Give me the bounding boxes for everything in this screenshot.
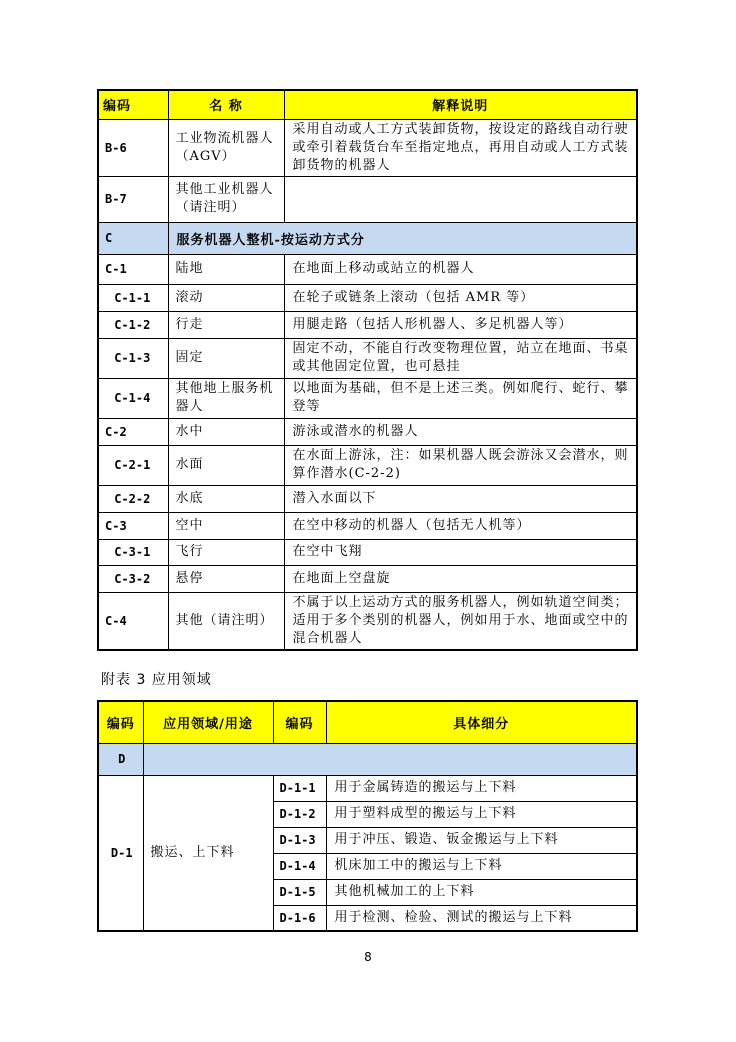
table-row: [98, 254, 637, 284]
name-cell: 工业物流机器人（AGV）: [168, 119, 284, 176]
desc-cell: 采用自动或人工方式装卸货物，按设定的路线自动行驶或牵引着载货台车至指定地点，再用自动或人工方式装卸货物的机器人: [284, 119, 637, 176]
code-cell: D-1-4: [273, 853, 326, 879]
code-cell: C-3-1: [98, 539, 168, 565]
name-cell: 其他地上服务机器人: [168, 378, 284, 418]
code-cell: C-3-2: [98, 565, 168, 592]
t1-header-desc: 解释说明: [284, 90, 637, 119]
code-cell: C-3: [98, 512, 168, 539]
name-cell: 水底: [168, 485, 284, 512]
desc-cell: 在空中移动的机器人（包括无人机等）: [284, 512, 637, 539]
code-cell: D: [98, 743, 143, 775]
name-cell: 飞行: [168, 539, 284, 565]
page-number: 8: [364, 950, 372, 964]
desc-cell: 在轮子或链条上滚动（包括 AMR 等）: [284, 284, 637, 311]
desc-cell: 游泳或潜水的机器人: [284, 418, 637, 445]
desc-cell: 固定不动，不能自行改变物理位置，站立在地面、书桌或其他固定位置，也可悬挂: [284, 338, 637, 378]
table-row: [98, 378, 637, 418]
name-cell: 悬停: [168, 565, 284, 592]
name-cell: 其他（请注明）: [168, 592, 284, 650]
table-row: [98, 775, 637, 801]
t2-header-code1: 编码: [98, 701, 143, 743]
t1-header-name: 名 称: [168, 90, 284, 119]
table-row: [98, 512, 637, 539]
desc-cell: 在地面上移动或站立的机器人: [284, 254, 637, 284]
name-cell: 行走: [168, 311, 284, 338]
table-header-row: [98, 90, 637, 119]
desc-cell: 用于冲压、锻造、钣金搬运与上下料: [326, 827, 637, 853]
section-title-cell: [143, 743, 637, 775]
group-name-cell: 搬运、上下料: [143, 775, 273, 931]
code-cell: D-1-3: [273, 827, 326, 853]
t2-header-code2: 编码: [273, 701, 326, 743]
name-cell: 水中: [168, 418, 284, 445]
table-row: [98, 338, 637, 378]
code-cell: C-2-1: [98, 445, 168, 485]
name-cell: 陆地: [168, 254, 284, 284]
code-cell: C-4: [98, 592, 168, 650]
table-row: [98, 311, 637, 338]
desc-cell: 用于金属铸造的搬运与上下料: [326, 775, 637, 801]
desc-cell: 在空中飞翔: [284, 539, 637, 565]
desc-cell: 以地面为基础，但不是上述三类。例如爬行、蛇行、攀登等: [284, 378, 637, 418]
desc-cell: 不属于以上运动方式的服务机器人，例如轨道空间类；适用于多个类别的机器人，例如用于水、地面或空中的混合机器人: [284, 592, 637, 650]
name-cell: 空中: [168, 512, 284, 539]
section-row: [98, 743, 637, 775]
code-cell: C-1: [98, 254, 168, 284]
section-title-cell: 服务机器人整机-按运动方式分: [168, 222, 637, 254]
code-cell: D-1-5: [273, 879, 326, 905]
table-row: [98, 445, 637, 485]
table-row: [98, 284, 637, 311]
desc-cell: 用于塑料成型的搬运与上下料: [326, 801, 637, 827]
code-cell: C-1-3: [98, 338, 168, 378]
table-row: [98, 565, 637, 592]
code-cell: C-2-2: [98, 485, 168, 512]
code-cell: C: [98, 222, 168, 254]
table-row: [98, 592, 637, 650]
name-cell: 滚动: [168, 284, 284, 311]
desc-cell: 潜入水面以下: [284, 485, 637, 512]
desc-cell: [284, 176, 637, 222]
table-header-row: [98, 701, 637, 743]
table-row: [98, 119, 637, 176]
code-cell: C-1-1: [98, 284, 168, 311]
group-code-cell: D-1: [98, 775, 143, 931]
section-row: [98, 222, 637, 254]
code-cell: B-7: [98, 176, 168, 222]
application-areas-table: [97, 700, 638, 932]
t1-header-code: 编码: [98, 90, 168, 119]
desc-cell: 用腿走路（包括人形机器人、多足机器人等）: [284, 311, 637, 338]
name-cell: 固定: [168, 338, 284, 378]
table-row: [98, 176, 637, 222]
table2-title: 附表 3 应用领域: [101, 672, 212, 688]
desc-cell: 其他机械加工的上下料: [326, 879, 637, 905]
code-cell: C-1-4: [98, 378, 168, 418]
name-cell: 水面: [168, 445, 284, 485]
t2-header-field: 应用领域/用途: [143, 701, 273, 743]
table-row: [98, 418, 637, 445]
code-cell: C-2: [98, 418, 168, 445]
code-cell: C-1-2: [98, 311, 168, 338]
name-cell: 其他工业机器人（请注明）: [168, 176, 284, 222]
desc-cell: 用于检测、检验、测试的搬运与上下料: [326, 905, 637, 931]
code-cell: D-1-2: [273, 801, 326, 827]
code-cell: B-6: [98, 119, 168, 176]
table-row: [98, 539, 637, 565]
t2-header-detail: 具体细分: [326, 701, 637, 743]
code-cell: D-1-1: [273, 775, 326, 801]
desc-cell: 在水面上游泳，注：如果机器人既会游泳又会潜水，则算作潜水(C-2-2): [284, 445, 637, 485]
code-cell: D-1-6: [273, 905, 326, 931]
desc-cell: 机床加工中的搬运与上下料: [326, 853, 637, 879]
table-row: [98, 485, 637, 512]
robot-classification-table: [97, 89, 638, 651]
desc-cell: 在地面上空盘旋: [284, 565, 637, 592]
